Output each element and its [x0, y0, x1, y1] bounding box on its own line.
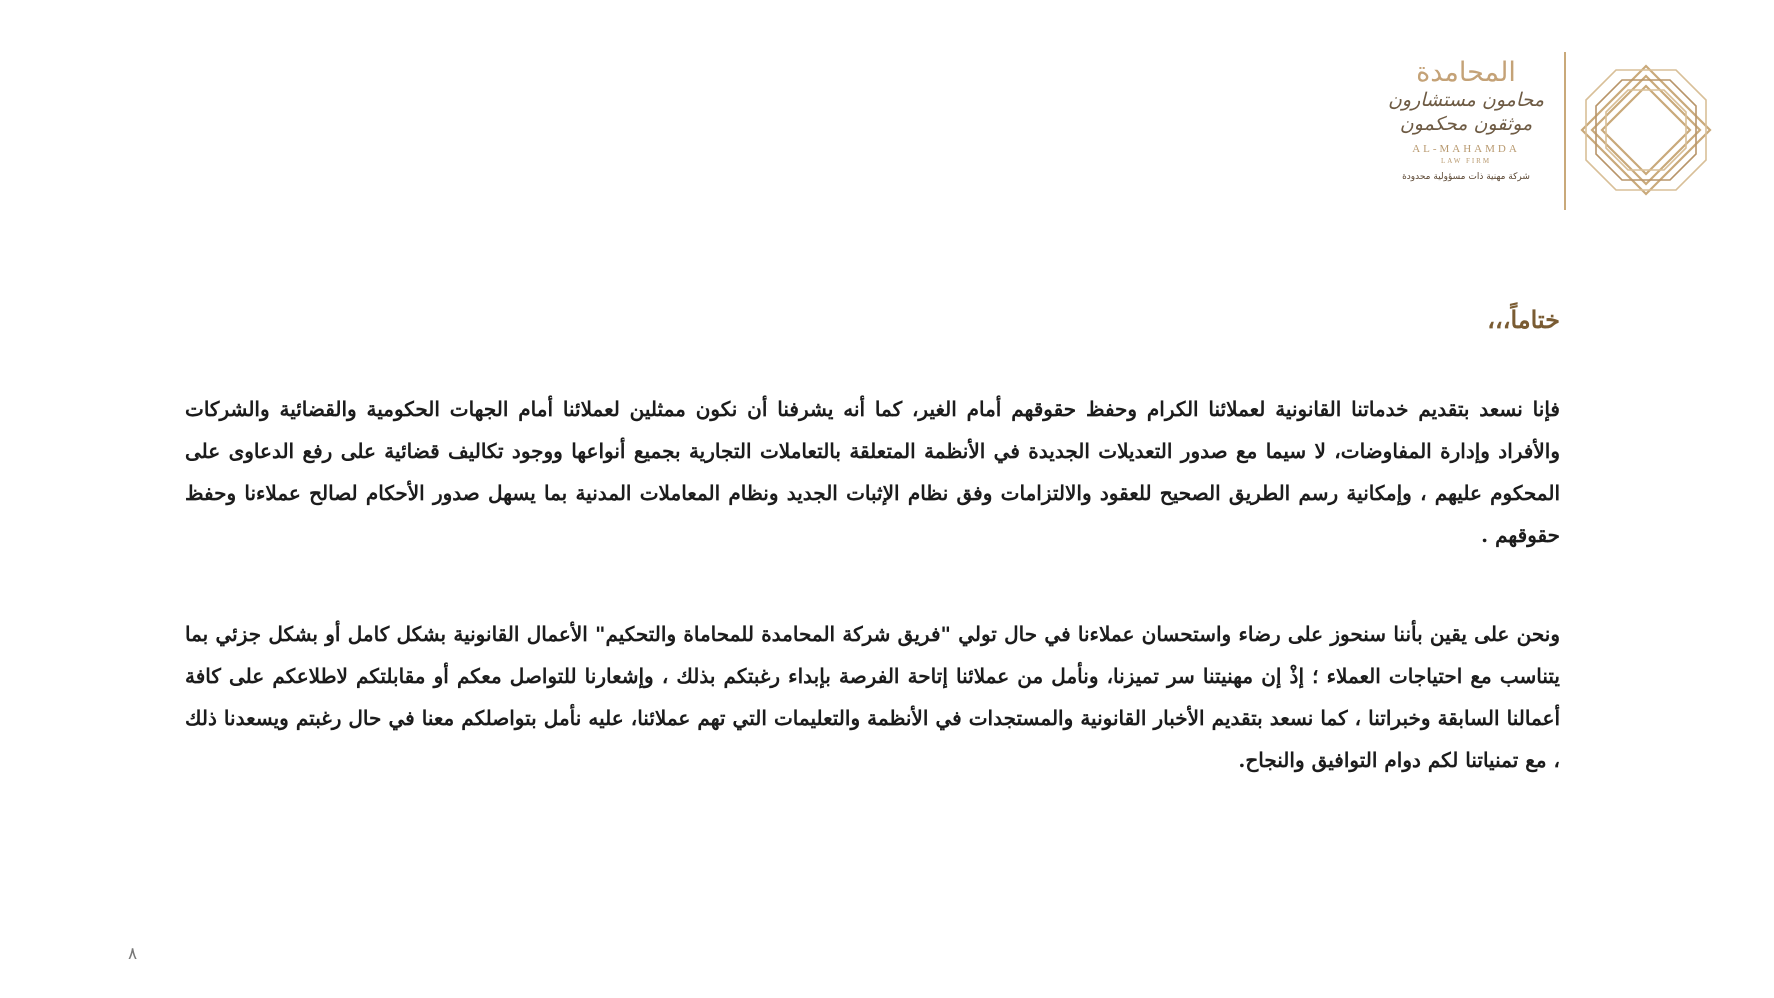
logo-company-type: شركة مهنية ذات مسؤولية محدودة [1402, 172, 1530, 182]
logo-tagline-1: محامون مستشارون [1387, 89, 1545, 111]
interlaced-diamond-logo-icon [1576, 60, 1716, 200]
logo-text-block [1381, 58, 1551, 184]
logo-subtitle-latin: LAW FIRM [1440, 157, 1492, 165]
paragraph-commitment: ونحن على يقين بأننا سنحوز على رضاء واستحسان عملاءنا في حال تولي "فريق شركة المحامدة للمحاماة والتحكيم" الأعمال القانونية بشكل كامل أو بشكل جزئي بما يتناسب مع احتياجات العملاء ؛ إذْ إن مهنيتنا سر تميزنا، ونأمل من عملائنا إتاحة الفرصة بإبداء رغبتكم بذلك ، وإشعارنا للتواصل معكم أو مقابلتكم لاطلاعكم على كافة أعمالنا السابقة وخبراتنا ، كما نسعد بتقديم الأخبار القانونية والمستجدات في الأنظمة والتعليمات التي تهم عملائنا، عليه نأمل بتواصلكم معنا في حال رغبتم ويسعدنا ذلك ، مع تمنياتنا لكم دوام التوافيق والنجاح. [185, 622, 1560, 772]
logo-tagline-2: موثقون محكمون [1399, 113, 1533, 135]
page-number: ٨ [128, 944, 138, 964]
firm-logo [1386, 52, 1716, 212]
closing-heading: ختاماً،،، [1487, 305, 1560, 334]
logo-divider [1564, 52, 1566, 210]
logo-name-latin: AL-MAHAMDA [1412, 143, 1520, 155]
paragraph-services: فإنا نسعد بتقديم خدماتنا القانونية لعملائنا الكرام وحفظ حقوقهم أمام الغير، كما أنه يشرفنا أن نكون ممثلين لعملائنا أمام الجهات الحكومية والقضائية والشركات والأفراد وإدارة المفاوضات، لا سيما مع صدور التعديلات الجديدة في الأنظمة المتعلقة بالتعاملات التجارية بجميع أنواعها ووجود تكاليف قضائية على رفع الدعاوى على المحكوم عليهم ، وإمكانية رسم الطريق الصحيح للعقود والالتزامات وفق نظام الإثبات الجديد ونظام المعاملات المدنية بما يسهل صدور الأحكام لصالح عملاءنا وحفظ حقوقهم . [185, 397, 1560, 547]
logo-name-arabic: المحامدة [1416, 57, 1516, 88]
